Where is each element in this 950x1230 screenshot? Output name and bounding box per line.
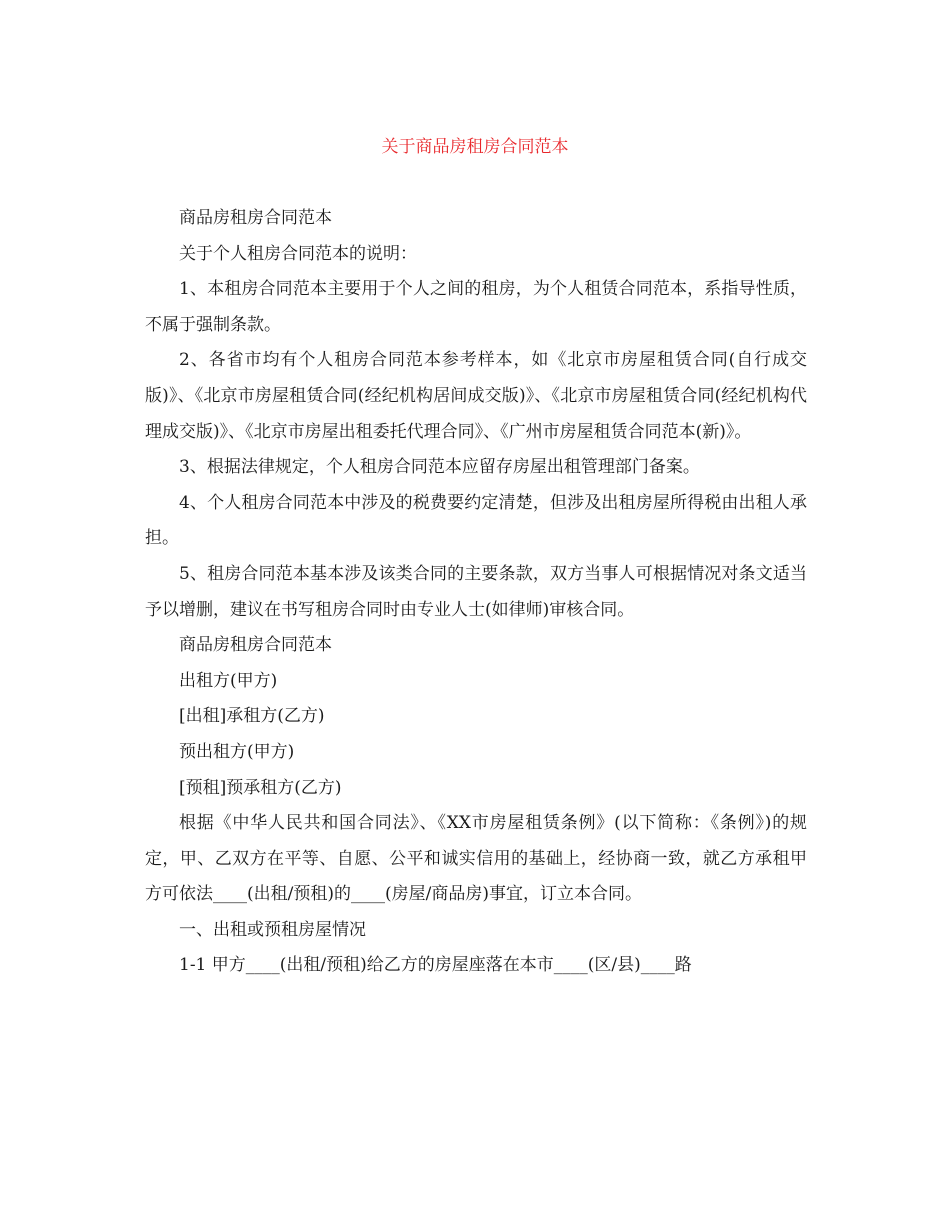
paragraph: 商品房租房合同范本 xyxy=(179,208,332,228)
paragraph: 根据《中华人民共和国合同法》、《XX市房屋租赁条例》(以下简称：《条例》)的规定，甲、乙双方在平等、自愿、公平和诚实信用的基础上，经协商一致，就乙方承租甲方可依法____(出租/预租)的____(房屋/商品房)事宜，订立本合同。 xyxy=(145,813,807,905)
paragraph: 商品房租房合同范本 xyxy=(179,635,332,656)
paragraph: [出租]承租方(乙方) xyxy=(179,706,325,727)
document-title: 关于商品房租房合同范本 xyxy=(381,137,569,157)
paragraph: 关于个人租房合同范本的说明： xyxy=(179,243,417,264)
paragraph: 1、本租房合同范本主要用于个人之间的租房，为个人租赁合同范本，系指导性质，不属于强制条款。 xyxy=(145,279,807,335)
paragraph: 3、根据法律规定，个人租房合同范本应留存房屋出租管理部门备案。 xyxy=(179,457,700,478)
paragraph: 4、个人租房合同范本中涉及的税费要约定清楚，但涉及出租房屋所得税由出租人承担。 xyxy=(145,492,807,549)
paragraph: [预租]预承租方(乙方) xyxy=(179,777,342,798)
paragraph: 一、出租或预租房屋情况 xyxy=(179,919,366,940)
paragraph: 出租方(甲方) xyxy=(179,670,278,691)
paragraph: 预出租方(甲方) xyxy=(179,741,295,762)
paragraph: 1-1 甲方____(出租/预租)给乙方的房屋座落在本市____(区/县)____路 xyxy=(179,955,692,976)
paragraph: 2、各省市均有个人租房合同范本参考样本，如《北京市房屋租赁合同(自行成交版)》、《北京市房屋租赁合同(经纪机构居间成交版)》、《北京市房屋租赁合同(经纪机构代理成交版)》、《北京市房屋出租委托代理合同》、《广州市房屋租赁合同范本(新)》。 xyxy=(145,350,807,442)
document-body xyxy=(145,201,807,984)
paragraph: 5、租房合同范本基本涉及该类合同的主要条款，双方当事人可根据情况对条文适当予以增删，建议在书写租房合同时由专业人士(如律师)审核合同。 xyxy=(145,563,807,620)
